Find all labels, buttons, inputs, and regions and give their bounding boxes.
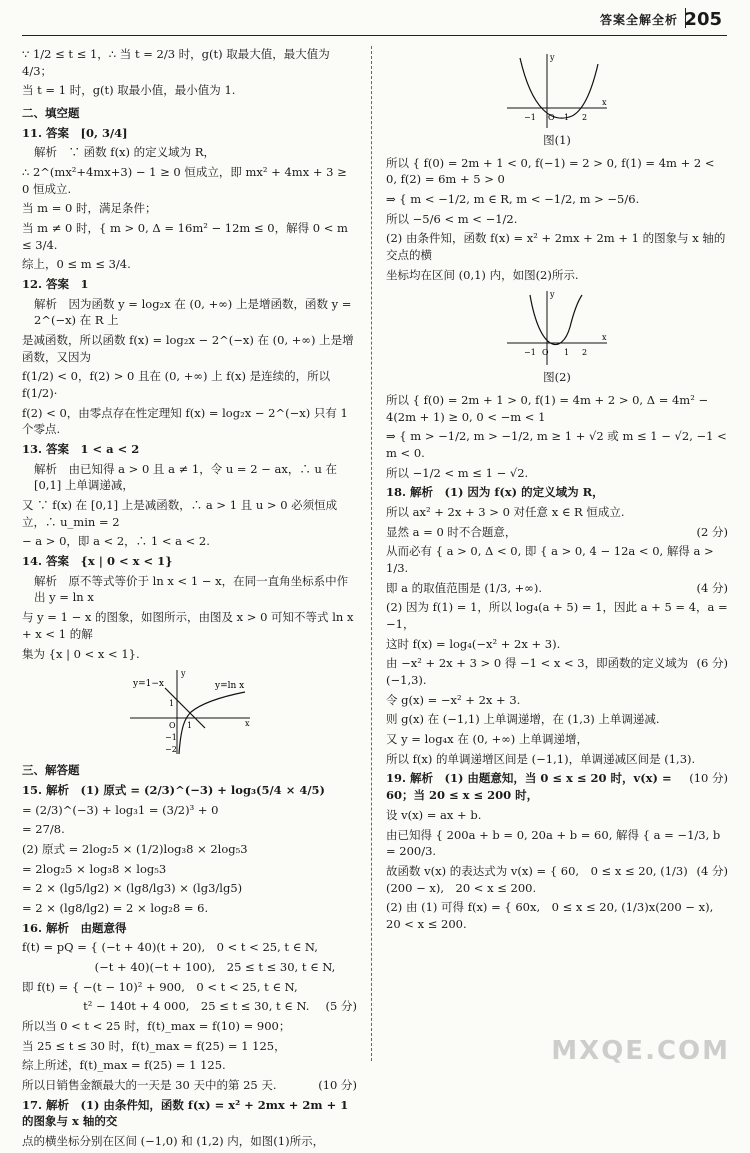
right-line [386,899,728,932]
label-line: y=1−x [132,679,164,690]
text: 二、填空题 [22,106,80,121]
left-line [22,762,357,779]
right-line [386,770,728,803]
tick-m1: −1 [524,348,536,358]
text: (2) 由条件知，函数 f(x) = x² + 2mx + 2m + 1 的图象与 x 轴的交点的横 [386,231,726,263]
text: (2) 因为 f(1) = 1，所以 log₄(a + 5) = 1，因此 a + 5 = 4，a = −1， [386,600,728,632]
text: 综上所述，f(t)_max = f(25) = 1 125. [22,1058,226,1073]
figure-1-graph [502,50,612,130]
text: (2) 由 (1) 可得 f(x) = { 60x, 0 ≤ x ≤ 20, (1/3)x(200 − x), 20 < x ≤ 200. [386,900,725,931]
text: 当 m = 0 时，满足条件； [22,201,157,216]
text: 当 m ≠ 0 时，{ m > 0, Δ = 16m² − 12m ≤ 0，解得 0 < m ≤ 3/4. [22,221,348,252]
right-line [386,191,728,208]
origin-label: O [542,348,549,358]
right-line [386,155,728,188]
text: (2) 原式 = 2log₂5 × (1/2)log₃8 × 2log₅3 [22,841,248,856]
right-line [386,267,728,284]
left-line [22,841,357,858]
text: 三、解答题 [22,763,80,778]
text: 11. 答案 [0, 3/4] [22,125,128,140]
text: 14. 答案 {x | 0 < x < 1} [22,554,173,569]
text: 18. 解析 (1) 因为 f(x) 的定义域为 R， [386,485,604,500]
right-column [386,46,728,936]
left-line [22,1097,357,1130]
left-line [22,1018,357,1035]
text: 所以当 0 < t < 25 时，f(t)_max = f(10) = 900； [22,1018,291,1033]
left-line [22,553,357,570]
left-line [22,821,357,838]
left-line [22,164,357,197]
tick-1: 1 [564,113,570,122]
tick-ym2: −2 [164,745,177,755]
left-line [22,461,357,494]
left-line [22,609,357,642]
text: 解析 原不等式等价于 ln x < 1 − x，在同一直角坐标系中作出 y = ln x [34,573,349,605]
left-line [22,256,357,273]
text: 令 g(x) = −x² + 2x + 3. [386,692,521,707]
text: t² − 140t + 4 000, 25 ≤ t ≤ 30, t ∈ N. [22,999,310,1014]
left-line [22,998,357,1015]
header-rule [22,35,727,36]
tick-x1: 1 [186,721,192,731]
text: 当 t = 1 时，g(t) 取最小值，最小值为 1. [22,83,236,98]
text: = 27/8. [22,822,65,837]
text: 19. 解析 (1) 由题意知，当 0 ≤ x ≤ 20 时，v(x) = 60；当 20 ≤ x ≤ 200 时， [386,771,672,803]
figure-14-graph [125,666,255,756]
left-line [22,296,357,329]
y-axis-label: y [180,669,186,679]
text: 这时 f(x) = log₄(−x² + 2x + 3). [386,636,561,651]
right-line [386,504,728,521]
text: = 2log₂5 × log₃8 × log₅3 [22,861,167,876]
text: 所以 { f(0) = 2m + 1 > 0, f(1) = 4m + 2 > 0, Δ = 4m² − 4(2m + 1) ≥ 0, 0 < −m < 1 [386,393,709,424]
left-line [22,979,357,996]
right-line [386,524,728,541]
text: 坐标均在区间 (0,1) 内，如图(2)所示. [386,267,579,282]
left-line [22,1133,357,1150]
right-line [386,392,728,425]
text: ⇒ { m < −1/2, m ∈ R, m < −1/2, m > −5/6. [386,192,640,207]
score-note: (10 分) [318,1077,357,1092]
right-line [386,428,728,461]
text: 13. 答案 1 < a < 2 [22,442,140,457]
left-line [22,125,357,142]
text: 由 −x² + 2x + 3 > 0 得 −1 < x < 3，即函数的定义域为 (−1,3). [386,656,689,688]
column-divider [371,46,372,1061]
score-note: (10 分) [689,771,728,786]
text: 所以 −5/6 < m < −1/2. [386,211,518,226]
left-line [22,802,357,819]
left-line [22,200,357,217]
text: 与 y = 1 − x 的图象，如图所示，由图及 x > 0 可知不等式 ln x + x < 1 的解 [22,610,354,641]
text: 所以日销售金额最大的一天是 30 天中的第 25 天. [22,1077,277,1092]
tick-1: 1 [564,348,570,358]
text: 17. 解析 (1) 由条件知，函数 f(x) = x² + 2mx + 2m + 1 的图象与 x 轴的交 [22,1097,349,1129]
left-line [22,105,357,122]
label-ln: y=ln x [214,681,244,692]
text: 从而必有 { a > 0, Δ < 0, 即 { a > 0, 4 − 12a < 0, 解得 a > 1/3. [386,544,714,576]
text: 集为 {x | 0 < x < 1}. [22,646,140,661]
right-line [386,863,728,896]
left-line [22,368,357,401]
text: f(2) < 0，由零点存在性定理知 f(x) = log₂x − 2^(−x) 只有 1 个零点. [22,405,348,437]
left-line [22,332,357,365]
left-line [22,533,357,550]
right-line [386,465,728,482]
left-line [22,441,357,458]
left-line [22,497,357,530]
text: 16. 解析 由题意得 [22,920,127,935]
text: 显然 a = 0 时不合题意， [386,524,517,539]
left-line [22,939,357,956]
text: 所以 f(x) 的单调递增区间是 (−1,1)，单调递减区间是 (1,3). [386,751,696,766]
left-line [22,959,357,976]
text: 图(2) [543,370,571,385]
origin-label: O [168,721,176,731]
origin-label: O [548,113,555,122]
left-line [22,46,357,79]
right-line [386,807,728,824]
left-line [22,405,357,438]
left-line [22,861,357,878]
left-line [22,782,357,799]
right-line [386,692,728,709]
tick-m1: −1 [524,113,536,122]
text: 又 y = log₄x 在 (0, +∞) 上单调递增， [386,732,588,747]
text: 即 a 的取值范围是 (1/3, +∞). [386,580,542,595]
right-line [386,751,728,768]
left-line [22,1038,357,1055]
y-axis-label: y [550,53,555,62]
header-tag: 答案全解全析 [599,13,678,27]
watermark: MXQE.COM [551,1036,730,1067]
text: (−t + 40)(−t + 100), 25 ≤ t ≤ 30, t ∈ N, [22,959,336,974]
left-line [22,82,357,99]
x-axis-label: x [602,98,607,107]
text: 解析 因为函数 y = log₂x 在 (0, +∞) 上是增函数，函数 y = 2^(−x) 在 R 上 [34,296,352,328]
score-note: (2 分) [696,524,728,539]
right-line [386,580,728,597]
text: 综上，0 ≤ m ≤ 3/4. [22,257,131,272]
text: 是减函数，所以函数 f(x) = log₂x − 2^(−x) 在 (0, +∞) 上是增函数，又因为 [22,333,354,364]
text: − a > 0，即 a < 2，∴ 1 < a < 2. [22,534,210,549]
left-line [22,920,357,937]
text: 当 25 ≤ t ≤ 30 时，f(t)_max = f(25) = 1 125， [22,1038,286,1053]
text: 设 v(x) = ax + b. [386,807,482,822]
tick-ym1: −1 [164,733,177,743]
text: 则 g(x) 在 (−1,1) 上单调递增，在 (1,3) 上单调递减. [386,712,660,727]
text: 又 ∵ f(x) 在 [0,1] 上是减函数，∴ a > 1 且 u > 0 必须恒成立，∴ u_min = 2 [22,498,338,529]
right-line [386,369,728,386]
left-column [22,46,357,1153]
left-line [22,880,357,897]
text: f(1/2) < 0，f(2) > 0 且在 (0, +∞) 上 f(x) 是连续的，所以 f(1/2)· [22,369,331,401]
score-note: (4 分) [696,863,728,878]
x-axis-label: x [602,333,607,343]
y-axis-label: y [550,290,555,300]
text: 图(1) [543,133,571,147]
text: 12. 答案 1 [22,277,89,292]
left-line [22,573,357,606]
right-line [386,636,728,653]
right-line [386,230,728,263]
score-note: (5 分) [325,999,357,1014]
text: 即 f(t) = { −(t − 10)² + 900, 0 < t < 25, t ∈ N, [22,979,298,994]
right-line [386,827,728,860]
left-line [22,144,357,161]
score-note: (6 分) [696,656,728,671]
text: = 2 × (lg5/lg2) × (lg8/lg3) × (lg3/lg5) [22,881,243,896]
text: 15. 解析 (1) 原式 = (2/3)^(−3) + log₃(5/4 × 4/5) [22,782,325,797]
right-line [386,731,728,748]
text: 由已知得 { 200a + b = 0, 20a + b = 60, 解得 { a = −1/3, b = 200/3. [386,827,721,859]
text: 解析 ∵ 函数 f(x) 的定义域为 R， [34,145,215,160]
tick-2: 2 [582,348,588,358]
left-line [22,646,357,663]
left-line [22,1057,357,1074]
text: 所以 −1/2 < m ≤ 1 − √2. [386,465,529,480]
text: 故函数 v(x) 的表达式为 v(x) = { 60, 0 ≤ x ≤ 20, (1/3)(200 − x), 20 < x ≤ 200. [386,863,688,895]
tick-2: 2 [582,113,588,122]
left-line [22,220,357,253]
page-number: 205 [684,9,722,30]
right-line [386,543,728,576]
right-line [386,711,728,728]
right-line [386,655,728,688]
right-line [386,132,728,149]
right-line [386,599,728,632]
left-line [22,1077,357,1094]
text: 所以 { f(0) = 2m + 1 < 0, f(−1) = 2 > 0, f(1) = 4m + 2 < 0, f(2) = 6m + 5 > 0 [386,155,715,187]
right-line [386,211,728,228]
text: ∵ 1/2 ≤ t ≤ 1，∴ 当 t = 2/3 时，g(t) 取最大值，最大值为 4/3； [22,47,330,78]
tick-y1: 1 [168,699,174,709]
page-header [0,0,750,36]
text: ⇒ { m > −1/2, m > −1/2, m ≥ 1 + √2 或 m ≤ 1 − √2, −1 < m < 0. [386,429,727,461]
x-axis-label: x [244,719,250,729]
text: 所以 ax² + 2x + 3 > 0 对任意 x ∈ R 恒成立. [386,505,625,520]
text: 解析 由已知得 a > 0 且 a ≠ 1，令 u = 2 − ax，∴ u 在 [0,1] 上单调递减， [34,461,338,493]
text: = 2 × (lg8/lg2) = 2 × log₂8 = 6. [22,900,209,915]
left-line [22,900,357,917]
text: 点的横坐标分别在区间 (−1,0) 和 (1,2) 内，如图(1)所示， [22,1133,325,1148]
text: = (2/3)^(−3) + log₃1 = (3/2)³ + 0 [22,802,219,817]
text: f(t) = pQ = { (−t + 40)(t + 20), 0 < t < 25, t ∈ N, [22,940,318,955]
right-line [386,484,728,501]
score-note: (4 分) [696,580,728,595]
figure-2-graph [502,287,612,367]
left-line [22,276,357,293]
text: ∴ 2^(mx²+4mx+3) − 1 ≥ 0 恒成立，即 mx² + 4mx + 3 ≥ 0 恒成立. [22,165,347,196]
